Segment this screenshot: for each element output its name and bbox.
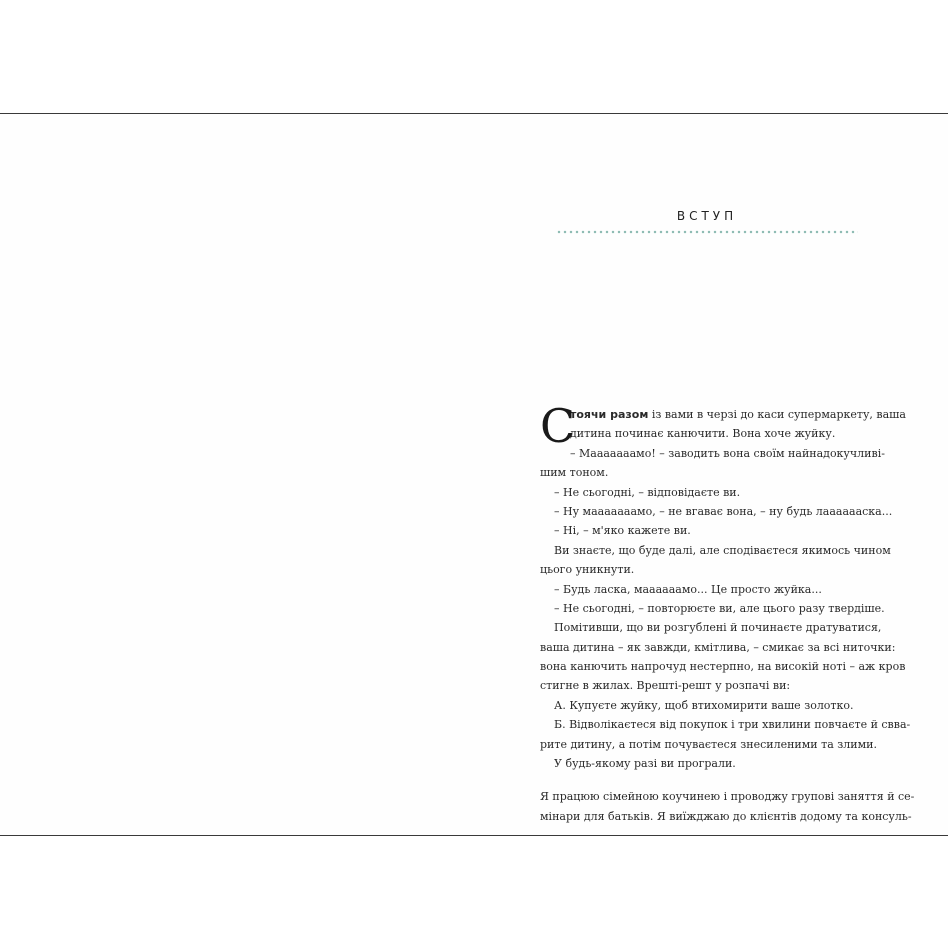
chapter-title: ВСТУП xyxy=(676,209,738,223)
text-line-17: Б. Відволікаєтеся від покупок і три хвилини повчаєте й свва- xyxy=(554,718,911,732)
text-line-3: – Мааааааамо! – заводить вона своїм найнадокучливі- xyxy=(570,446,885,460)
text-line-21: мінари для батьків. Я виїжджаю до клієнтів додому та консуль- xyxy=(540,809,912,823)
text-line-13: ваша дитина – як завжди, кмітлива, – смикає за всі ниточки: xyxy=(540,640,896,654)
text-line-12: Помітивши, що ви розгублені й починаєте дратуватися, xyxy=(554,621,882,635)
text-line-19: У будь-якому разі ви програли. xyxy=(554,757,736,771)
text-line-9: цього уникнути. xyxy=(540,563,635,577)
text-line-20: Я працюю сімейною коучинею і проводжу групові заняття й се- xyxy=(540,790,915,804)
drop-cap: С xyxy=(540,399,576,453)
text-line-7: – Ні, – м'яко кажете ви. xyxy=(554,524,691,538)
bottom-divider xyxy=(0,835,948,836)
text-line-11: – Не сьогодні, – повторюєте ви, але цього разу твердіше. xyxy=(554,601,885,615)
text-line-5: – Не сьогодні, – відповідаєте ви. xyxy=(554,485,741,499)
body-text xyxy=(540,399,915,826)
text-line-8: Ви знаєте, що буде далі, але сподіваєтеся якимось чином xyxy=(554,543,891,557)
text-line-14: вона канючить напрочуд нестерпно, на високій ноті – аж кров xyxy=(540,660,906,674)
text-line-6: – Ну мааааааамо, – не вгаває вона, – ну будь лааааааска... xyxy=(554,504,893,518)
text-line-16: А. Купуєте жуйку, щоб втихомирити ваше золотко. xyxy=(554,698,854,712)
lead-in-rest: із вами в черзі до каси супермаркету, ваша xyxy=(648,408,906,421)
paragraph-gap xyxy=(540,773,878,787)
lead-in-bold: тоячи разом xyxy=(570,408,649,421)
text-line-10: – Будь ласка, маааааамо... Це просто жуйка... xyxy=(554,582,822,596)
text-line-1 xyxy=(540,405,906,424)
book-spread xyxy=(0,114,948,835)
right-page xyxy=(474,114,948,835)
left-page xyxy=(0,114,474,835)
text-line-2: дитина починає канючити. Вона хоче жуйку. xyxy=(570,427,836,441)
text-line-18: рите дитину, а потім почуваєтеся знесиленими та злими. xyxy=(540,737,877,751)
text-line-4: шим тоном. xyxy=(540,466,609,480)
text-line-15: стигне в жилах. Врешті-решт у розпачі ви: xyxy=(540,679,791,693)
chapter-dotted-rule xyxy=(556,230,858,234)
